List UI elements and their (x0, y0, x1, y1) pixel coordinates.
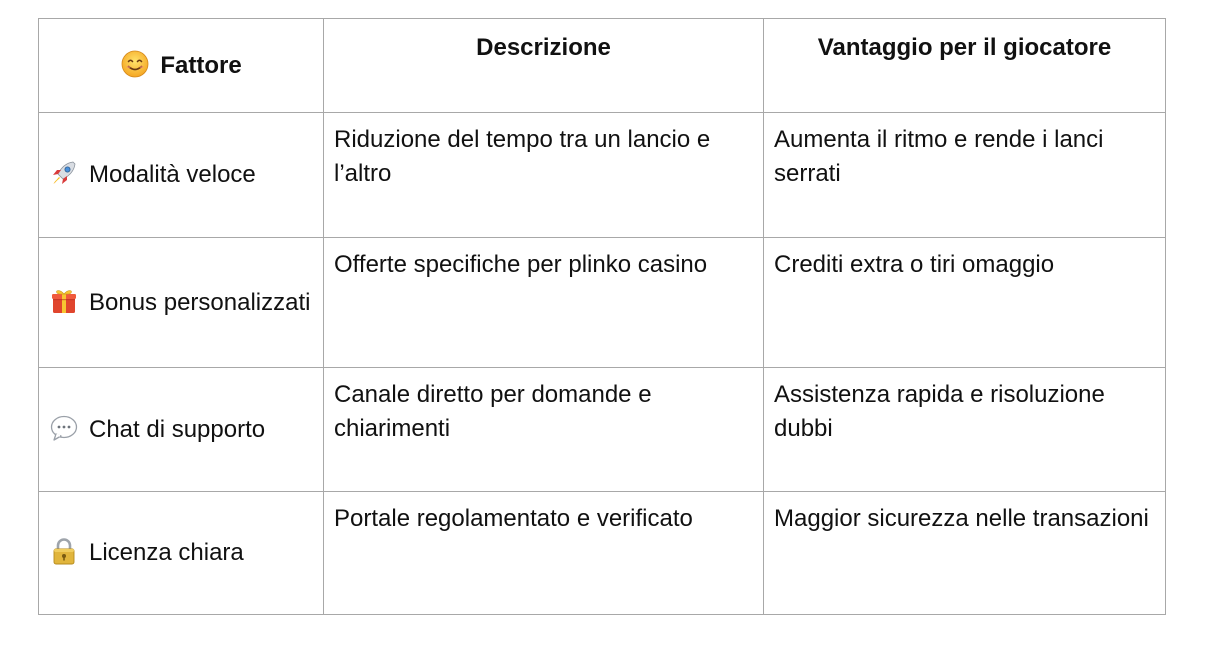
cell-factor (39, 113, 324, 238)
table-row (39, 238, 1166, 368)
cell-advantage: Crediti extra o tiri omaggio (764, 238, 1166, 368)
header-description: Descrizione (324, 19, 764, 113)
cell-advantage: Aumenta il ritmo e rende i lanci serrati (764, 113, 1166, 238)
cell-description: Offerte specifiche per plinko casino (324, 238, 764, 368)
cell-description: Riduzione del tempo tra un lancio e l’altro (324, 113, 764, 238)
comparison-table (38, 18, 1166, 615)
table-header-row (39, 19, 1166, 113)
header-advantage: Vantaggio per il giocatore (764, 19, 1166, 113)
header-factor-label: Fattore (160, 51, 242, 79)
smiling-face-icon (120, 49, 150, 79)
cell-factor (39, 368, 324, 492)
factor-label: Bonus personalizzati (89, 288, 311, 316)
cell-advantage: Maggior sicurezza nelle transazioni (764, 492, 1166, 615)
table-row (39, 113, 1166, 238)
rocket-icon (49, 158, 79, 188)
cell-factor (39, 238, 324, 368)
table-row (39, 368, 1166, 492)
cell-factor (39, 492, 324, 615)
cell-advantage: Assistenza rapida e risoluzione dubbi (764, 368, 1166, 492)
factor-label: Licenza chiara (89, 539, 244, 566)
cell-description: Portale regolamentato e verificato (324, 492, 764, 615)
gift-icon (49, 286, 79, 316)
lock-icon (49, 536, 79, 566)
table-row (39, 492, 1166, 615)
comparison-table-container (38, 18, 1166, 615)
cell-description: Canale diretto per domande e chiarimenti (324, 368, 764, 492)
speech-bubble-icon (49, 413, 79, 443)
header-factor (39, 19, 324, 113)
factor-label: Modalità veloce (89, 161, 256, 188)
factor-label: Chat di supporto (89, 415, 266, 443)
